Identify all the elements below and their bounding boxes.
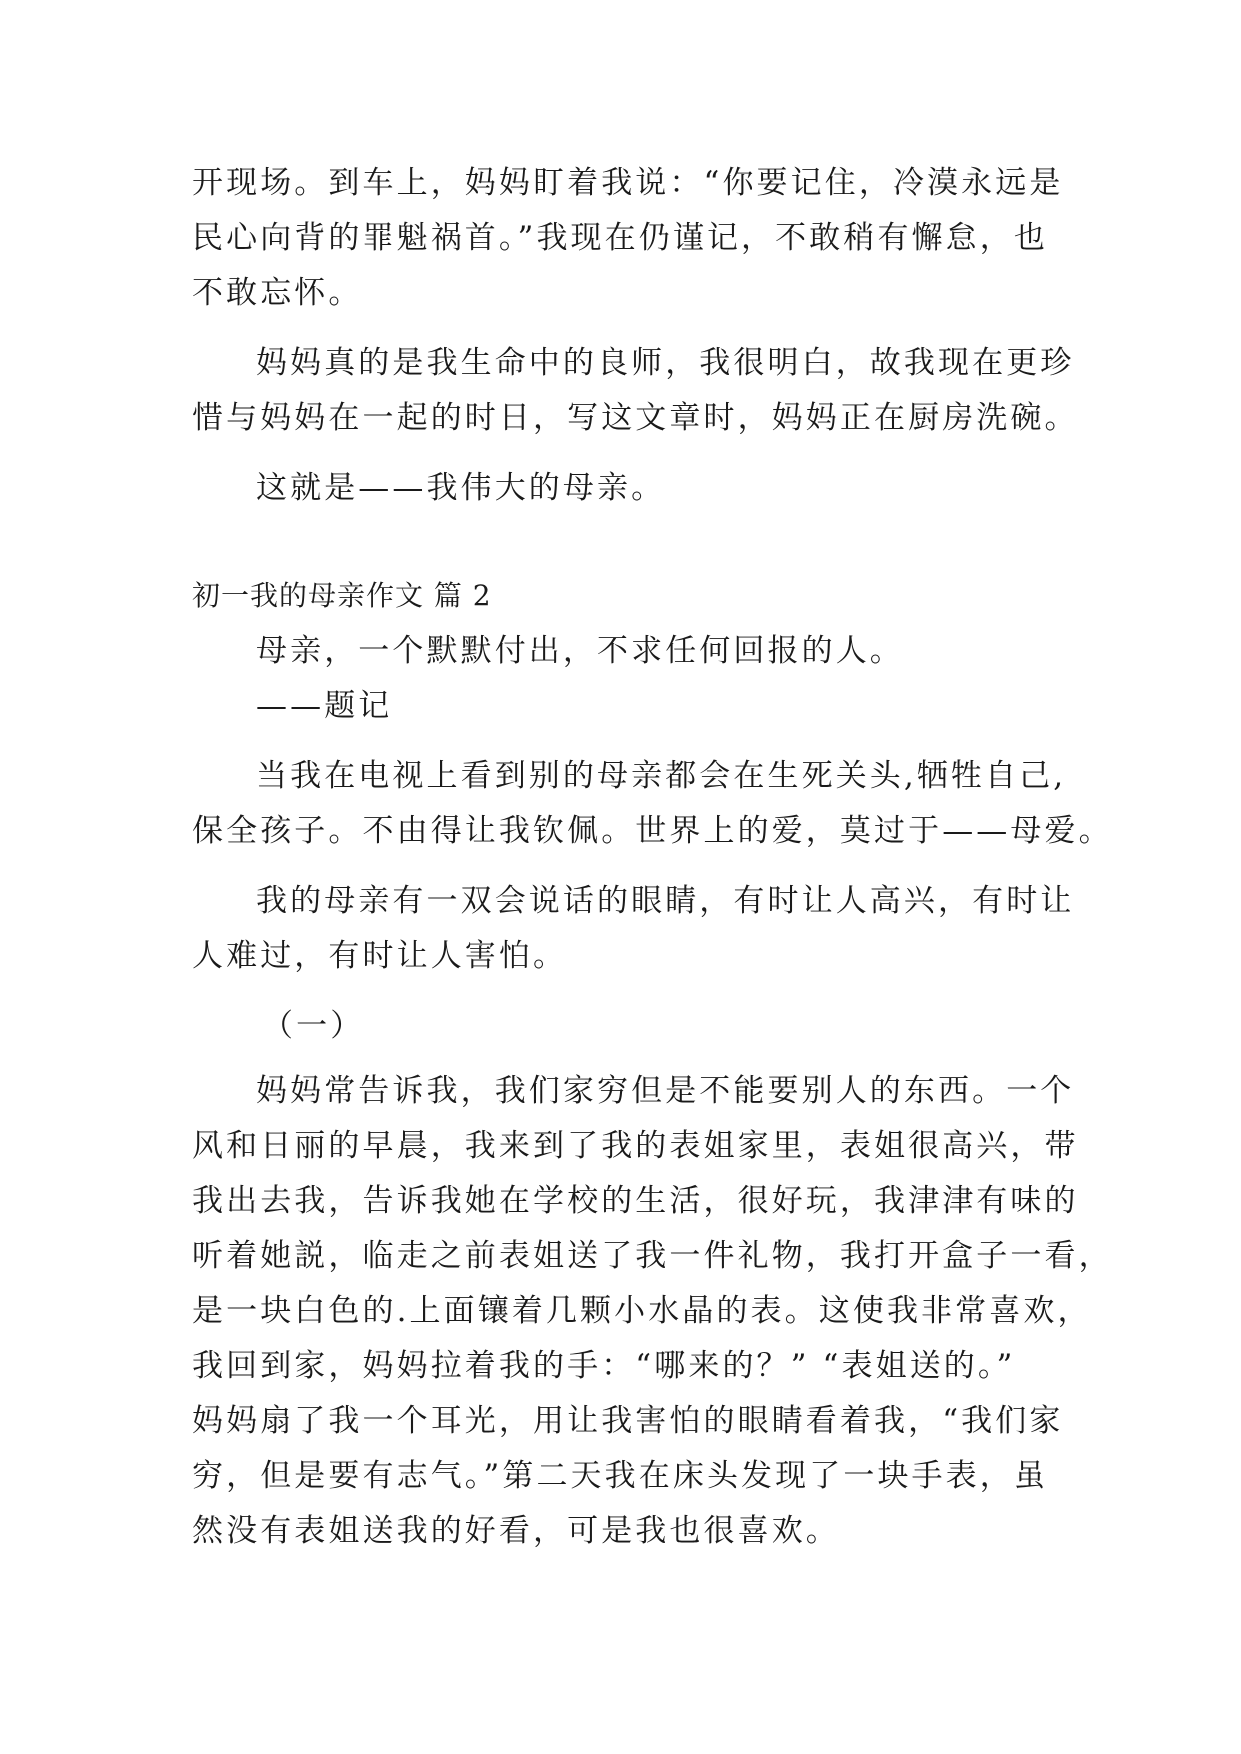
paragraph-line: 民心向背的罪魁祸首。”我现在仍谨记，不敢稍有懈怠，也: [192, 220, 1048, 256]
paragraph-line: 妈妈扇了我一个耳光，用让我害怕的眼睛看着我，“我们家: [192, 1403, 1064, 1439]
paragraph-line: 然没有表姐送我的好看，可是我也很喜欢。: [192, 1513, 840, 1549]
paragraph-line: 人难过，有时让人害怕。: [192, 938, 568, 974]
paragraph-line: 穷，但是要有志气。”第二天我在床头发现了一块手表，虽: [192, 1458, 1048, 1494]
paragraph-line: 是一块白色的.上面镶着几颗小水晶的表。这使我非常喜欢，: [192, 1293, 1092, 1329]
paragraph-line: 妈妈常告诉我，我们家穷但是不能要别人的东西。一个: [256, 1073, 1075, 1109]
paragraph-line: 风和日丽的早晨，我来到了我的表姐家里，表姐很高兴，带: [192, 1128, 1079, 1164]
paragraph-line: 这就是——我伟大的母亲。: [256, 470, 666, 506]
paragraph-line: 母亲，一个默默付出，不求任何回报的人。: [256, 633, 904, 669]
paragraph-line: 保全孩子。不由得让我钦佩。世界上的爱，莫过于——母爱。: [192, 813, 1113, 849]
paragraph-line: （一）: [262, 1008, 365, 1044]
paragraph-line: ——题记: [256, 688, 393, 724]
paragraph-line: 我的母亲有一双会说话的眼睛，有时让人高兴，有时让: [256, 883, 1075, 919]
paragraph-line: 我回到家，妈妈拉着我的手：“哪来的？” “表姐送的。”: [192, 1348, 1016, 1384]
paragraph-line: 开现场。到车上，妈妈盯着我说：“你要记住，冷漠永远是: [192, 165, 1064, 201]
paragraph-line: 不敢忘怀。: [192, 275, 363, 311]
paragraph-line: 妈妈真的是我生命中的良师，我很明白，故我现在更珍: [256, 345, 1075, 381]
paragraph-line: 当我在电视上看到别的母亲都会在生死关头,牺牲自己,: [256, 758, 1067, 794]
paragraph-line: 我出去我，告诉我她在学校的生活，很好玩，我津津有味的: [192, 1183, 1079, 1219]
paragraph-line: 惜与妈妈在一起的时日，写这文章时，妈妈正在厨房洗碗。: [192, 400, 1079, 436]
section-heading: 初一我的母亲作文 篇 2: [192, 579, 492, 612]
paragraph-line: 听着她説，临走之前表姐送了我一件礼物，我打开盒子一看，: [192, 1238, 1113, 1274]
